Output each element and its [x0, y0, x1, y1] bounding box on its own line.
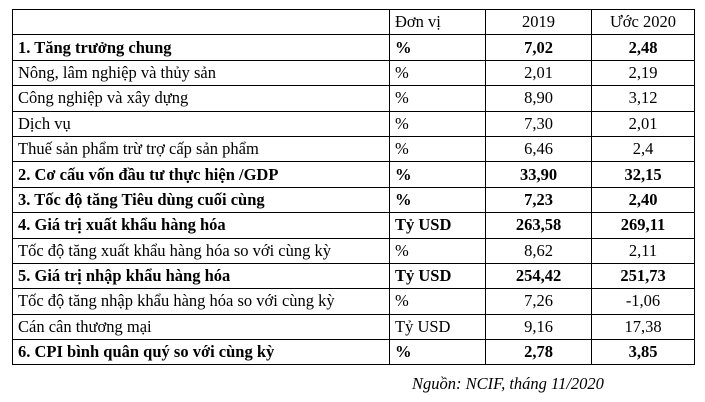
- row-unit-cell: Tỷ USD: [390, 213, 486, 238]
- row-2019-cell: 33,90: [486, 162, 592, 187]
- row-2020-cell: 2,19: [592, 60, 695, 85]
- table-row: [13, 238, 695, 263]
- row-label-cell: Thuế sản phẩm trừ trợ cấp sản phẩm: [13, 136, 390, 161]
- table-row: [13, 35, 695, 60]
- row-unit-cell: %: [390, 111, 486, 136]
- row-2019-cell: 6,46: [486, 136, 592, 161]
- row-2019-cell: 2,78: [486, 340, 592, 365]
- table-row: [13, 263, 695, 288]
- row-2019-cell: 254,42: [486, 263, 592, 288]
- row-2020-cell: 3,12: [592, 86, 695, 111]
- row-2020-cell: 32,15: [592, 162, 695, 187]
- row-unit-cell: Tỷ USD: [390, 314, 486, 339]
- table-row: [13, 187, 695, 212]
- header-2019-cell: 2019: [486, 10, 592, 35]
- row-label-cell: 4. Giá trị xuất khẩu hàng hóa: [13, 213, 390, 238]
- row-2020-cell: 269,11: [592, 213, 695, 238]
- row-label-cell: Công nghiệp và xây dựng: [13, 86, 390, 111]
- row-2020-cell: 2,11: [592, 238, 695, 263]
- row-2019-cell: 7,02: [486, 35, 592, 60]
- header-unit-cell: Đơn vị: [390, 10, 486, 35]
- row-2019-cell: 2,01: [486, 60, 592, 85]
- row-label-cell: 5. Giá trị nhập khẩu hàng hóa: [13, 263, 390, 288]
- source-note: Nguồn: NCIF, tháng 11/2020: [412, 374, 604, 393]
- table-row: [13, 213, 695, 238]
- row-unit-cell: %: [390, 289, 486, 314]
- row-unit-cell: Tỷ USD: [390, 263, 486, 288]
- row-unit-cell: %: [390, 162, 486, 187]
- row-label-cell: Dịch vụ: [13, 111, 390, 136]
- row-unit-cell: %: [390, 35, 486, 60]
- row-2019-cell: 8,90: [486, 86, 592, 111]
- row-label-cell: Tốc độ tăng xuất khẩu hàng hóa so với cùng kỳ: [13, 238, 390, 263]
- table-row: [13, 136, 695, 161]
- table-row: [13, 314, 695, 339]
- row-unit-cell: %: [390, 136, 486, 161]
- row-2020-cell: 2,48: [592, 35, 695, 60]
- row-label-cell: Nông, lâm nghiệp và thủy sản: [13, 60, 390, 85]
- row-label-cell: 3. Tốc độ tăng Tiêu dùng cuối cùng: [13, 187, 390, 212]
- row-2019-cell: 7,30: [486, 111, 592, 136]
- table-header-row: [13, 10, 695, 35]
- row-2019-cell: 9,16: [486, 314, 592, 339]
- row-2019-cell: 7,26: [486, 289, 592, 314]
- economic-indicators-table: [12, 9, 695, 365]
- row-2020-cell: 2,40: [592, 187, 695, 212]
- row-label-cell: 1. Tăng trưởng chung: [13, 35, 390, 60]
- row-2019-cell: 263,58: [486, 213, 592, 238]
- row-2020-cell: -1,06: [592, 289, 695, 314]
- row-2020-cell: 17,38: [592, 314, 695, 339]
- table-row: [13, 289, 695, 314]
- header-label-cell: [13, 10, 390, 35]
- row-unit-cell: %: [390, 340, 486, 365]
- row-unit-cell: %: [390, 238, 486, 263]
- row-label-cell: Tốc độ tăng nhập khẩu hàng hóa so với cùng kỳ: [13, 289, 390, 314]
- row-2020-cell: 2,01: [592, 111, 695, 136]
- row-label-cell: Cán cân thương mại: [13, 314, 390, 339]
- row-unit-cell: %: [390, 60, 486, 85]
- table-row: [13, 162, 695, 187]
- table-row: [13, 340, 695, 365]
- row-2019-cell: 8,62: [486, 238, 592, 263]
- header-2020-cell: Ước 2020: [592, 10, 695, 35]
- table-row: [13, 111, 695, 136]
- row-label-cell: 6. CPI bình quân quý so với cùng kỳ: [13, 340, 390, 365]
- row-2020-cell: 251,73: [592, 263, 695, 288]
- row-unit-cell: %: [390, 187, 486, 212]
- row-2020-cell: 3,85: [592, 340, 695, 365]
- row-unit-cell: %: [390, 86, 486, 111]
- table-row: [13, 60, 695, 85]
- table-row: [13, 86, 695, 111]
- row-2019-cell: 7,23: [486, 187, 592, 212]
- row-2020-cell: 2,4: [592, 136, 695, 161]
- row-label-cell: 2. Cơ cấu vốn đầu tư thực hiện /GDP: [13, 162, 390, 187]
